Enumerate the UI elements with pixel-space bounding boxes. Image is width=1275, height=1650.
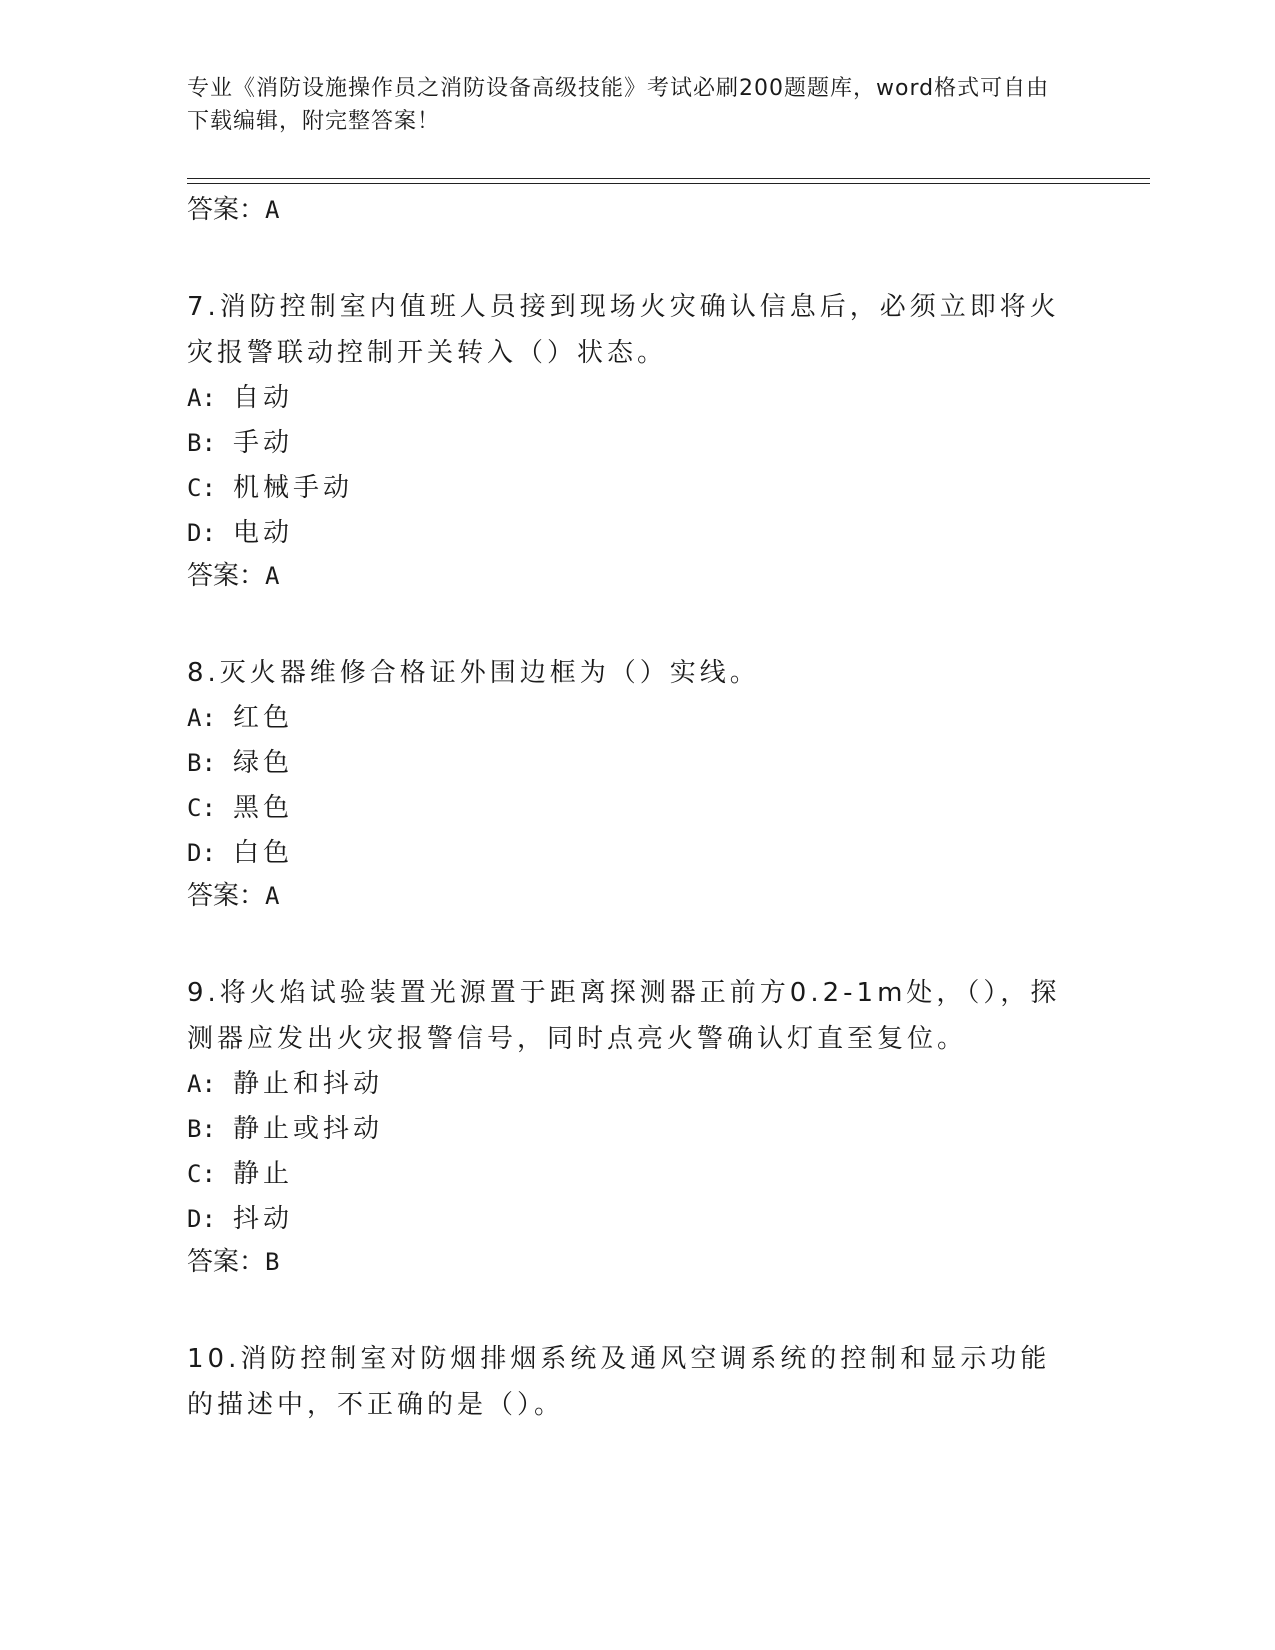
question-block: [187, 970, 1087, 1282]
option-text: 电动: [233, 518, 294, 548]
option-letter: B:: [187, 429, 216, 457]
option-text: 静止: [233, 1159, 294, 1189]
option-c: [187, 466, 1087, 511]
answer-value: A: [265, 882, 280, 910]
question-block: [187, 284, 1087, 596]
question-text: 7.消防控制室内值班人员接到现场火灾确认信息后，必须立即将火灾报警联动控制开关转入（）状态。: [187, 292, 1060, 368]
option-letter: B:: [187, 749, 216, 777]
option-b: [187, 741, 1087, 786]
option-text: 绿色: [233, 748, 294, 778]
option-d: [187, 1197, 1087, 1242]
header-divider-top: [187, 178, 1150, 179]
option-text: 静止和抖动: [233, 1069, 384, 1099]
question-block: [187, 650, 1087, 916]
option-b: [187, 421, 1087, 466]
spacer: [187, 596, 1087, 650]
answer-line: [187, 190, 1087, 230]
option-letter: C:: [187, 474, 216, 502]
answer-line: [187, 1242, 1087, 1282]
option-d: [187, 511, 1087, 556]
option-c: [187, 786, 1087, 831]
answer-value: B: [265, 1248, 280, 1276]
option-a: [187, 696, 1087, 741]
option-a: [187, 376, 1087, 421]
question-text: 10.消防控制室对防烟排烟系统及通风空调系统的控制和显示功能的描述中，不正确的是（）。: [187, 1344, 1051, 1420]
option-letter: C:: [187, 794, 216, 822]
option-letter: B:: [187, 1115, 216, 1143]
question-text: 9.将火焰试验装置光源置于距离探测器正前方0.2-1m处，（），探测器应发出火灾报警信号，同时点亮火警确认灯直至复位。: [187, 978, 1061, 1054]
answer-label: 答案：: [187, 1247, 266, 1277]
question-text: 8.灭火器维修合格证外围边框为（）实线。: [187, 658, 760, 688]
option-letter: D:: [187, 839, 216, 867]
answer-label: 答案：: [187, 881, 266, 911]
option-letter: C:: [187, 1160, 216, 1188]
document-body: [187, 190, 1087, 1428]
question-block: [187, 1336, 1087, 1428]
option-text: 机械手动: [233, 473, 354, 503]
option-letter: A:: [187, 384, 216, 412]
answer-line: [187, 556, 1087, 596]
option-letter: A:: [187, 704, 216, 732]
spacer: [187, 230, 1087, 284]
option-text: 红色: [233, 703, 294, 733]
spacer: [187, 1282, 1087, 1336]
option-c: [187, 1152, 1087, 1197]
option-text: 抖动: [233, 1204, 294, 1234]
header-divider-bottom: [187, 183, 1150, 184]
option-letter: A:: [187, 1070, 216, 1098]
option-text: 静止或抖动: [233, 1114, 384, 1144]
option-d: [187, 831, 1087, 876]
option-text: 黑色: [233, 793, 294, 823]
option-text: 白色: [233, 838, 294, 868]
answer-line: [187, 876, 1087, 916]
page-header: 专业《消防设施操作员之消防设备高级技能》考试必刷200题题库，word格式可自由下载编辑，附完整答案！: [187, 76, 1050, 134]
answer-label: 答案：: [187, 195, 266, 225]
option-text: 手动: [233, 428, 294, 458]
option-text: 自动: [233, 383, 294, 413]
option-b: [187, 1107, 1087, 1152]
answer-value: A: [265, 562, 280, 590]
answer-value: A: [265, 196, 280, 224]
spacer: [187, 916, 1087, 970]
option-a: [187, 1062, 1087, 1107]
option-letter: D:: [187, 1205, 216, 1233]
option-letter: D:: [187, 519, 216, 547]
answer-label: 答案：: [187, 561, 266, 591]
